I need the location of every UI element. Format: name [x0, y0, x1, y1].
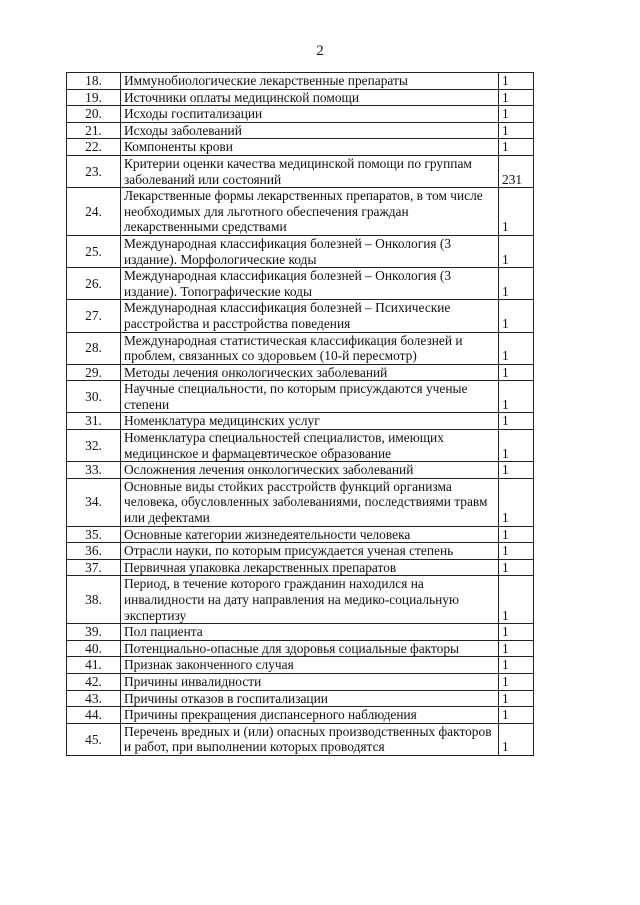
table-row [67, 707, 534, 724]
classifier-name: Международная классификация болезней – Онкология (3 издание). Морфологические коды [121, 235, 499, 267]
table-row [67, 413, 534, 430]
classifier-count: 1 [499, 73, 534, 90]
classifier-name: Исходы заболеваний [121, 122, 499, 139]
classifier-count: 1 [499, 478, 534, 526]
classifier-count: 231 [499, 155, 534, 187]
table-row [67, 89, 534, 106]
classifier-count: 1 [499, 526, 534, 543]
classifier-name: Исходы госпитализации [121, 106, 499, 123]
table-row [67, 381, 534, 413]
table-row [67, 478, 534, 526]
table-row [67, 122, 534, 139]
row-number: 42. [67, 673, 121, 690]
row-number: 45. [67, 723, 121, 755]
table-row [67, 188, 534, 236]
row-number: 37. [67, 559, 121, 576]
classifier-count: 1 [499, 707, 534, 724]
classifier-name: Международная классификация болезней – Онкология (3 издание). Топографические коды [121, 268, 499, 300]
classifier-name: Признак законченного случая [121, 657, 499, 674]
table-row [67, 640, 534, 657]
classifier-name: Компоненты крови [121, 139, 499, 156]
classifier-count: 1 [499, 673, 534, 690]
classifier-name: Причины прекращения диспансерного наблюдения [121, 707, 499, 724]
classifier-count: 1 [499, 300, 534, 332]
table-row [67, 332, 534, 364]
classifier-table [66, 72, 534, 756]
classifier-name: Потенциально-опасные для здоровья социальные факторы [121, 640, 499, 657]
classifier-name: Иммунобиологические лекарственные препараты [121, 73, 499, 90]
classifier-name: Номенклатура медицинских услуг [121, 413, 499, 430]
table-row [67, 543, 534, 560]
classifier-name: Пол пациента [121, 624, 499, 641]
classifier-name: Первичная упаковка лекарственных препаратов [121, 559, 499, 576]
row-number: 24. [67, 188, 121, 236]
page-number: 2 [316, 43, 324, 59]
classifier-name: Источники оплаты медицинской помощи [121, 89, 499, 106]
classifier-count: 1 [499, 89, 534, 106]
classifier-count: 1 [499, 268, 534, 300]
classifier-name: Лекарственные формы лекарственных препаратов, в том числе необходимых для льготного обеспечения граждан лекарственными средствами [121, 188, 499, 236]
table-row [67, 364, 534, 381]
classifier-name: Методы лечения онкологических заболеваний [121, 364, 499, 381]
classifier-name: Номенклатура специальностей специалистов, имеющих медицинское и фармацевтическое образование [121, 430, 499, 462]
classifier-count: 1 [499, 723, 534, 755]
row-number: 18. [67, 73, 121, 90]
classifier-name: Причины отказов в госпитализации [121, 690, 499, 707]
row-number: 31. [67, 413, 121, 430]
classifier-name: Критерии оценки качества медицинской помощи по группам заболеваний или состояний [121, 155, 499, 187]
table-row [67, 430, 534, 462]
row-number: 27. [67, 300, 121, 332]
row-number: 35. [67, 526, 121, 543]
classifier-count: 1 [499, 559, 534, 576]
table-row [67, 526, 534, 543]
classifier-count: 1 [499, 576, 534, 624]
table-row [67, 690, 534, 707]
classifier-name: Осложнения лечения онкологических заболеваний [121, 462, 499, 479]
classifier-count: 1 [499, 106, 534, 123]
row-number: 38. [67, 576, 121, 624]
row-number: 40. [67, 640, 121, 657]
classifier-count: 1 [499, 640, 534, 657]
table-row [67, 624, 534, 641]
classifier-count: 1 [499, 122, 534, 139]
table-row [67, 73, 534, 90]
row-number: 26. [67, 268, 121, 300]
row-number: 34. [67, 478, 121, 526]
classifier-count: 1 [499, 462, 534, 479]
row-number: 29. [67, 364, 121, 381]
classifier-count: 1 [499, 690, 534, 707]
classifier-name: Основные категории жизнедеятельности человека [121, 526, 499, 543]
row-number: 41. [67, 657, 121, 674]
classifier-count: 1 [499, 235, 534, 267]
table-row [67, 576, 534, 624]
classifier-count: 1 [499, 657, 534, 674]
row-number: 33. [67, 462, 121, 479]
classifier-name: Период, в течение которого гражданин находился на инвалидности на дату направления на медико-социальную экспертизу [121, 576, 499, 624]
row-number: 20. [67, 106, 121, 123]
table-row [67, 673, 534, 690]
classifier-name: Причины инвалидности [121, 673, 499, 690]
row-number: 30. [67, 381, 121, 413]
classifier-name: Международная классификация болезней – Психические расстройства и расстройства поведения [121, 300, 499, 332]
table-row [67, 235, 534, 267]
table-row [67, 723, 534, 755]
classifier-count: 1 [499, 188, 534, 236]
table-row [67, 559, 534, 576]
table-row [67, 657, 534, 674]
row-number: 39. [67, 624, 121, 641]
table-body [67, 73, 534, 756]
classifier-count: 1 [499, 364, 534, 381]
classifier-count: 1 [499, 624, 534, 641]
table-row [67, 300, 534, 332]
row-number: 44. [67, 707, 121, 724]
row-number: 21. [67, 122, 121, 139]
table-row [67, 462, 534, 479]
row-number: 43. [67, 690, 121, 707]
classifier-name: Перечень вредных и (или) опасных производственных факторов и работ, при выполнении которых проводятся [121, 723, 499, 755]
row-number: 19. [67, 89, 121, 106]
row-number: 28. [67, 332, 121, 364]
row-number: 36. [67, 543, 121, 560]
classifier-count: 1 [499, 332, 534, 364]
table-row [67, 268, 534, 300]
row-number: 32. [67, 430, 121, 462]
table-row [67, 155, 534, 187]
classifier-name: Основные виды стойких расстройств функций организма человека, обусловленных заболеваниями, последствиями травм или дефектами [121, 478, 499, 526]
classifier-count: 1 [499, 430, 534, 462]
classifier-count: 1 [499, 381, 534, 413]
classifier-count: 1 [499, 413, 534, 430]
table-row [67, 139, 534, 156]
classifier-name: Международная статистическая классификация болезней и проблем, связанных со здоровьем (10-й пересмотр) [121, 332, 499, 364]
row-number: 22. [67, 139, 121, 156]
table-row [67, 106, 534, 123]
classifier-name: Научные специальности, по которым присуждаются ученые степени [121, 381, 499, 413]
row-number: 23. [67, 155, 121, 187]
classifier-count: 1 [499, 139, 534, 156]
classifier-name: Отрасли науки, по которым присуждается ученая степень [121, 543, 499, 560]
classifier-count: 1 [499, 543, 534, 560]
row-number: 25. [67, 235, 121, 267]
